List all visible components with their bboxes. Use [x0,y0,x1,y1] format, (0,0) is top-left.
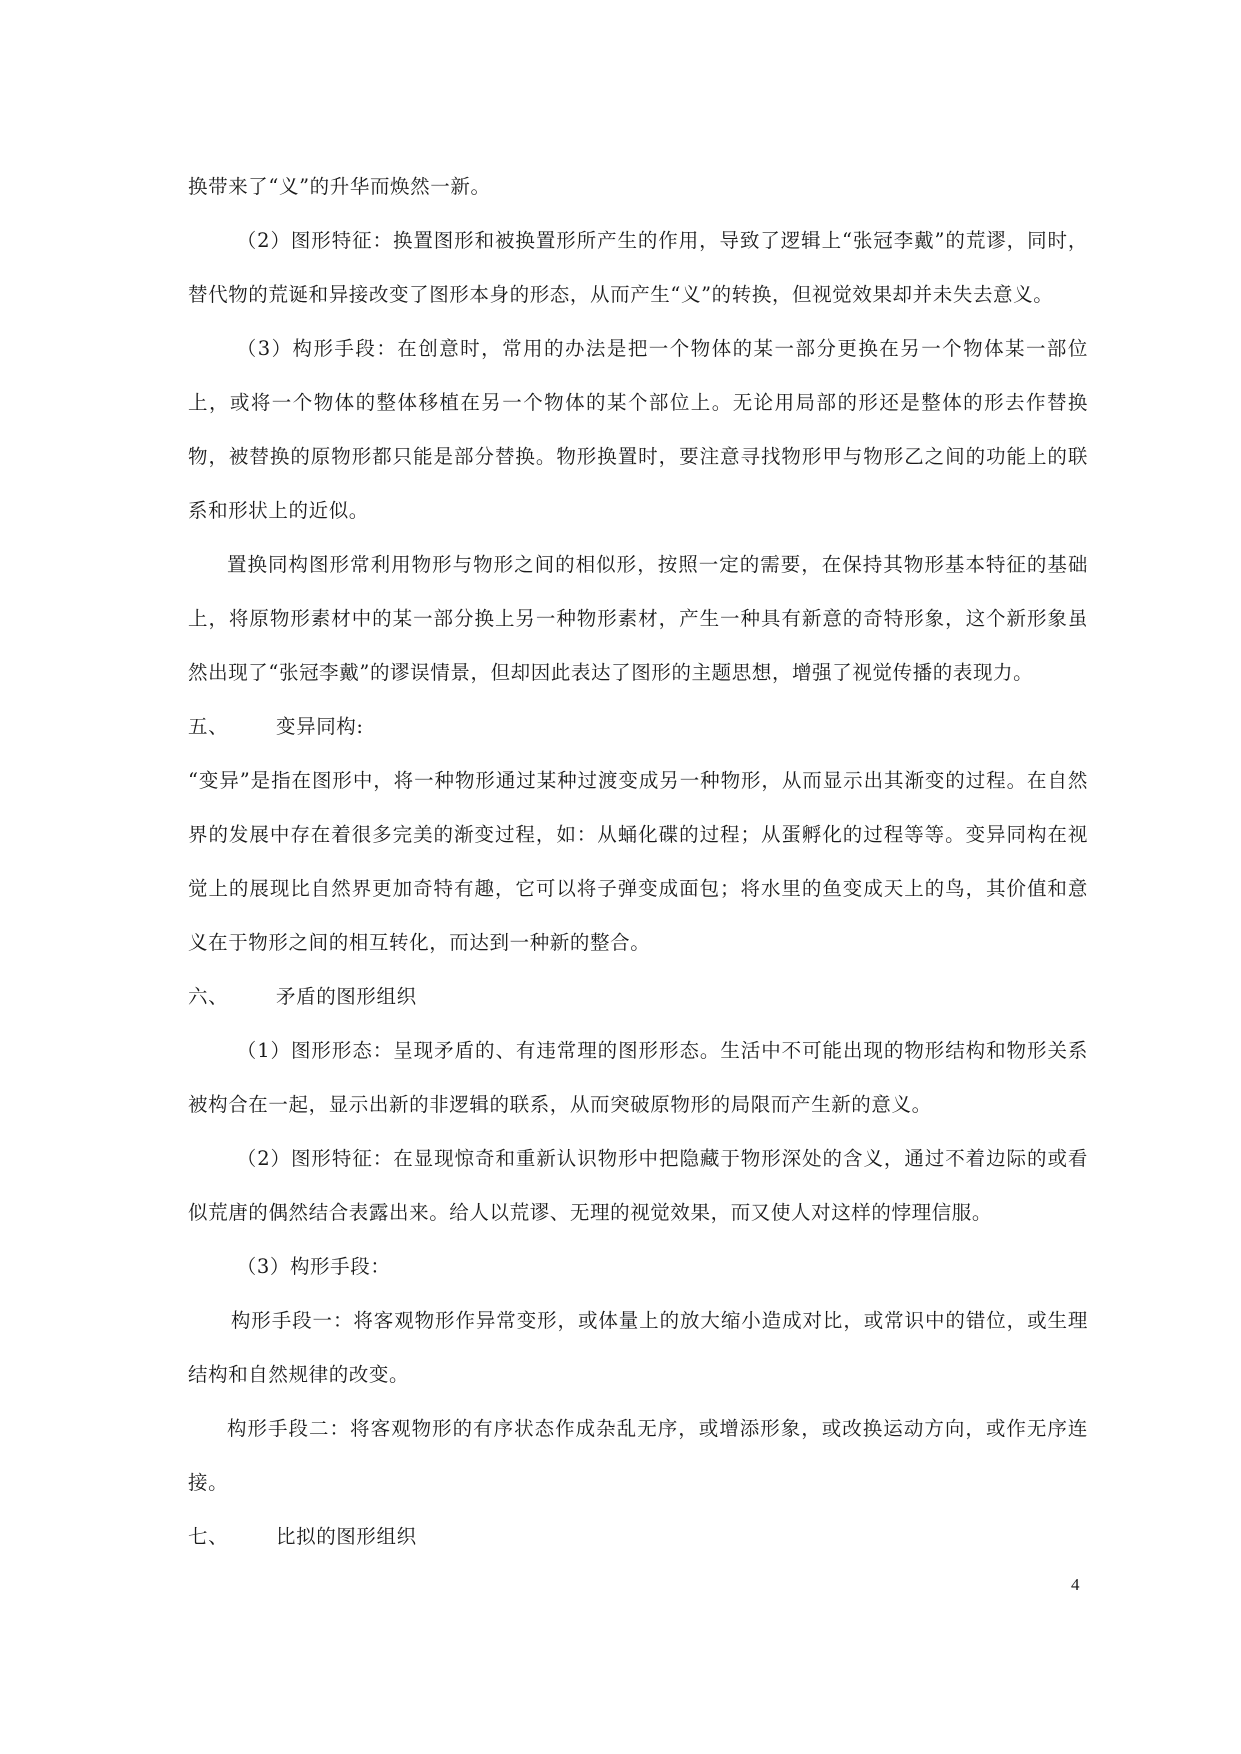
paragraph: 换带来了“义”的升华而焕然一新。 [188,175,491,198]
section-heading [188,970,1088,1024]
section-heading [188,700,1088,754]
section-title: 变异同构: [276,715,364,738]
document-body [188,160,1088,1564]
paragraph: “变异”是指在图形中，将一种物形通过某种过渡变成另一种物形，从而显示出其渐变的过程。在自然界的发展中存在着很多完美的渐变过程，如：从蛹化碟的过程；从蛋孵化的过程等等。变异同构在视觉上的展现比自然界更加奇特有趣，它可以将子弹变成面包；将水里的鱼变成天上的鸟，其价值和意义在于物形之间的相互转化，而达到一种新的整合。 [188,769,1088,954]
paragraph: （3）构形手段：在创意时，常用的办法是把一个物体的某一部分更换在另一个物体某一部位上，或将一个物体的整体移植在另一个物体的某个部位上。无论用局部的形还是整体的形去作替换物，被替换的原物形都只能是部分替换。物形换置时，要注意寻找物形甲与物形乙之间的功能上的联系和形状上的近似。 [188,337,1088,522]
paragraph: 构形手段一：将客观物形作异常变形，或体量上的放大缩小造成对比，或常识中的错位，或生理结构和自然规律的改变。 [188,1309,1088,1386]
section-number: 六、 [188,985,229,1008]
section-number: 五、 [188,715,229,738]
page-number: 4 [1071,1575,1080,1594]
section-title: 比拟的图形组织 [276,1525,417,1548]
paragraph: 构形手段二：将客观物形的有序状态作成杂乱无序，或增添形象，或改换运动方向，或作无序连接。 [188,1417,1088,1494]
paragraph: （1）图形形态：呈现矛盾的、有违常理的图形形态。生活中不可能出现的物形结构和物形关系被构合在一起，显示出新的非逻辑的联系，从而突破原物形的局限而产生新的意义。 [188,1039,1088,1116]
section-number: 七、 [188,1525,229,1548]
paragraph: （2）图形特征：在显现惊奇和重新认识物形中把隐藏于物形深处的含义，通过不着边际的或看似荒唐的偶然结合表露出来。给人以荒谬、无理的视觉效果，而又使人对这样的悖理信服。 [188,1147,1088,1224]
paragraph: （2）图形特征：换置图形和被换置形所产生的作用，导致了逻辑上“张冠李戴”的荒谬，同时，替代物的荒诞和异接改变了图形本身的形态，从而产生“义”的转换，但视觉效果却并未失去意义。 [188,229,1088,306]
section-heading [188,1510,1088,1564]
section-title: 矛盾的图形组织 [276,985,417,1008]
paragraph: （3）构形手段： [236,1255,391,1278]
paragraph: 置换同构图形常利用物形与物形之间的相似形，按照一定的需要，在保持其物形基本特征的基础上，将原物形素材中的某一部分换上另一种物形素材，产生一种具有新意的奇特形象，这个新形象虽然出现了“张冠李戴”的谬误情景，但却因此表达了图形的主题思想，增强了视觉传播的表现力。 [188,553,1088,684]
